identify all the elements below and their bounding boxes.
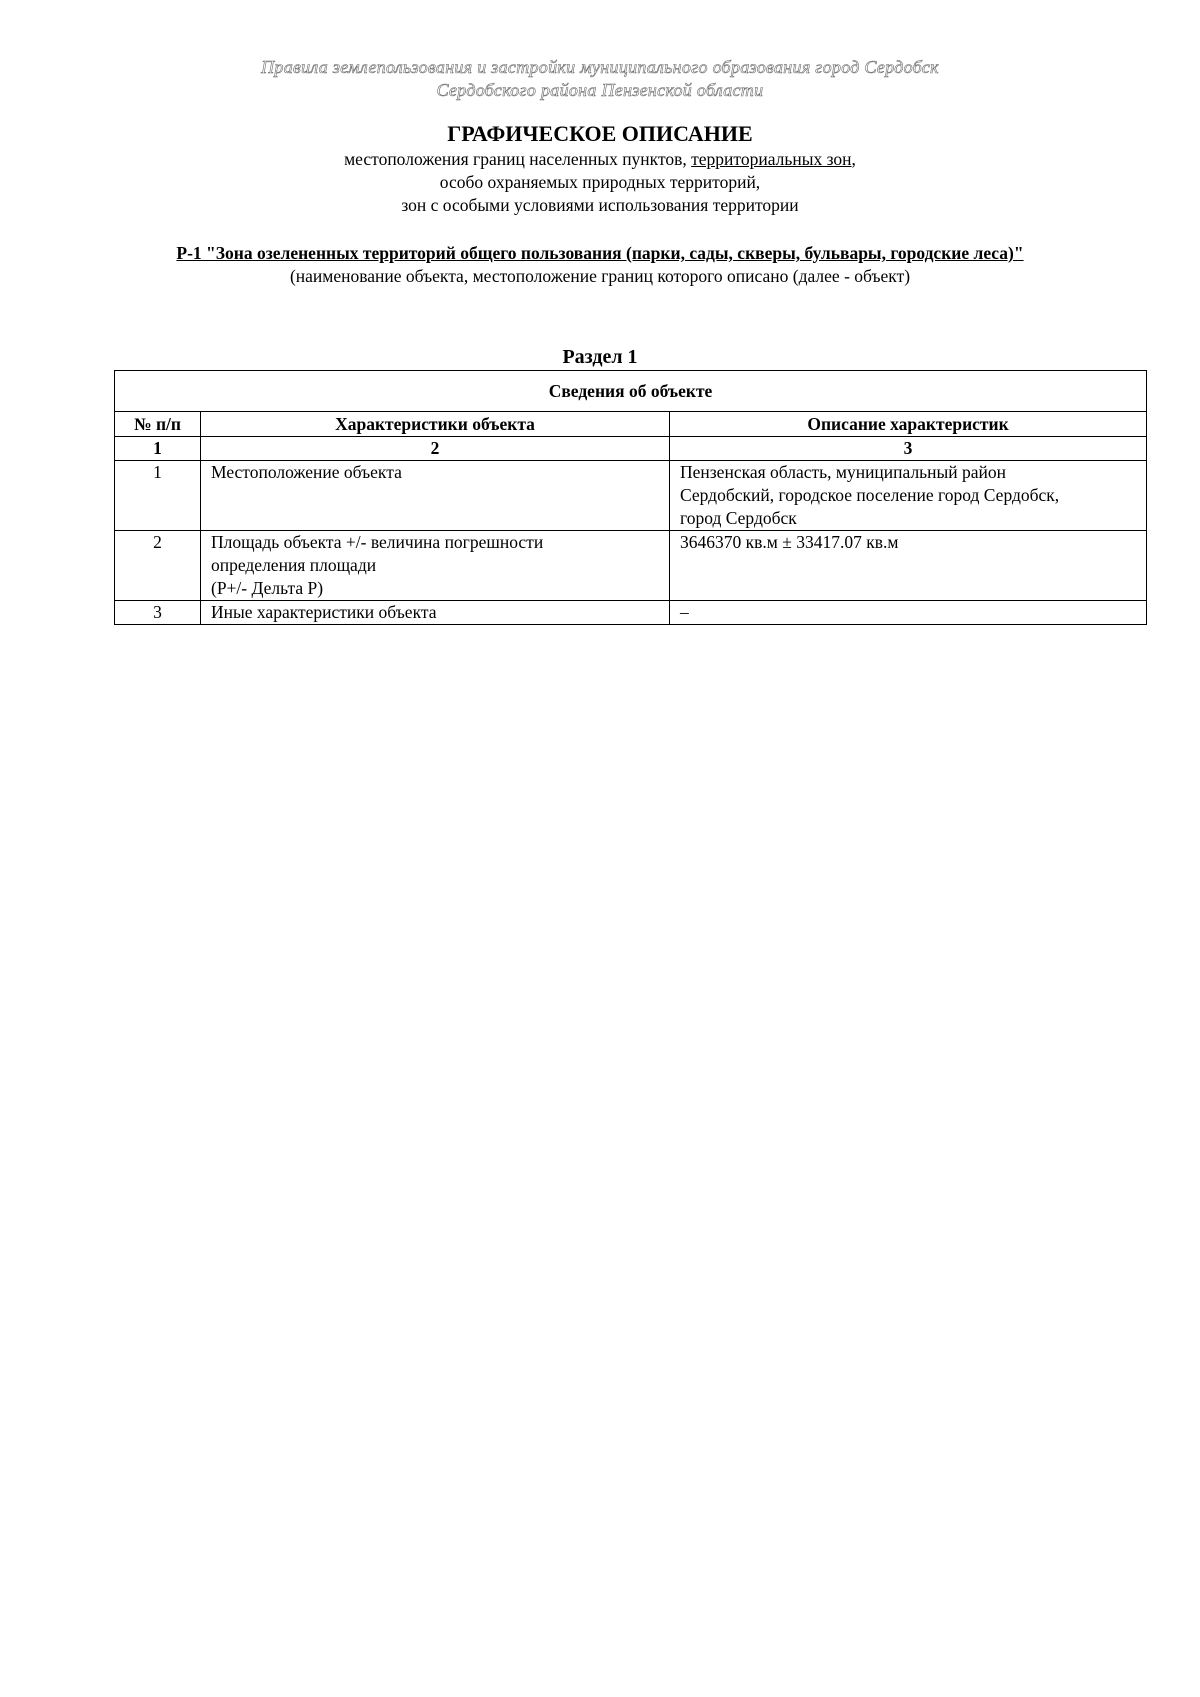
row-number: 1 (115, 461, 201, 531)
subtitle-line-3: зон с особыми условиями использования территории (401, 195, 799, 215)
row-description (670, 461, 1147, 531)
subtitle-line-1-start: местоположения границ населенных пунктов, (344, 149, 692, 169)
table-caption: Сведения об объекте (115, 371, 1147, 412)
cell-line: – (680, 602, 689, 622)
row-characteristic (201, 601, 670, 625)
cell-line: (Р+/- Дельта Р) (211, 578, 324, 598)
section-title: Раздел 1 (562, 346, 638, 368)
column-number-1: 1 (115, 437, 201, 461)
cell-line: город Сердобск (680, 508, 797, 528)
object-name: Р-1 "Зона озелененных территорий общего пользования (парки, сады, скверы, бульвары, городские леса)" (176, 243, 1024, 263)
table-row (115, 601, 1147, 625)
subtitle-underlined-phrase: территориальных зон (691, 149, 852, 169)
subtitle-line-2: особо охраняемых природных территорий, (439, 172, 761, 192)
row-characteristic (201, 531, 670, 601)
row-number: 3 (115, 601, 201, 625)
column-number-3: 3 (670, 437, 1147, 461)
header-line-2: Сердобского района Пензенской области (436, 80, 764, 100)
cell-line: Иные характеристики объекта (211, 602, 437, 622)
document-subtitle (0, 148, 1200, 217)
row-number: 2 (115, 531, 201, 601)
document-title: ГРАФИЧЕСКОЕ ОПИСАНИЕ (447, 121, 753, 146)
row-characteristic (201, 461, 670, 531)
object-info-table (114, 370, 1147, 625)
cell-line: Сердобский, городское поселение город Сердобск, (680, 485, 1060, 505)
subtitle-line-1-end: , (851, 149, 856, 169)
table-column-numbers-row (115, 437, 1147, 461)
cell-line: Пензенская область, муниципальный район (680, 462, 1007, 482)
table-caption-row (115, 371, 1147, 412)
header-line-1: Правила землепользования и застройки муниципального образования город Сердобск (261, 57, 939, 77)
table-row (115, 531, 1147, 601)
table-header-row (115, 412, 1147, 437)
object-caption: (наименование объекта, местоположение границ которого описано (далее - объект) (289, 266, 911, 286)
subtitle-line-1 (0, 148, 1200, 171)
header-cell-characteristic: Характеристики объекта (201, 412, 670, 437)
row-description (670, 531, 1147, 601)
header-cell-number: № п/п (115, 412, 201, 437)
row-description (670, 601, 1147, 625)
cell-line: 3646370 кв.м ± 33417.07 кв.м (680, 532, 899, 552)
column-number-2: 2 (201, 437, 670, 461)
document-header (0, 56, 1200, 102)
cell-line: определения площади (211, 555, 377, 575)
cell-line: Местоположение объекта (211, 462, 402, 482)
cell-line: Площадь объекта +/- величина погрешности (211, 532, 544, 552)
header-cell-description: Описание характеристик (670, 412, 1147, 437)
table-row (115, 461, 1147, 531)
